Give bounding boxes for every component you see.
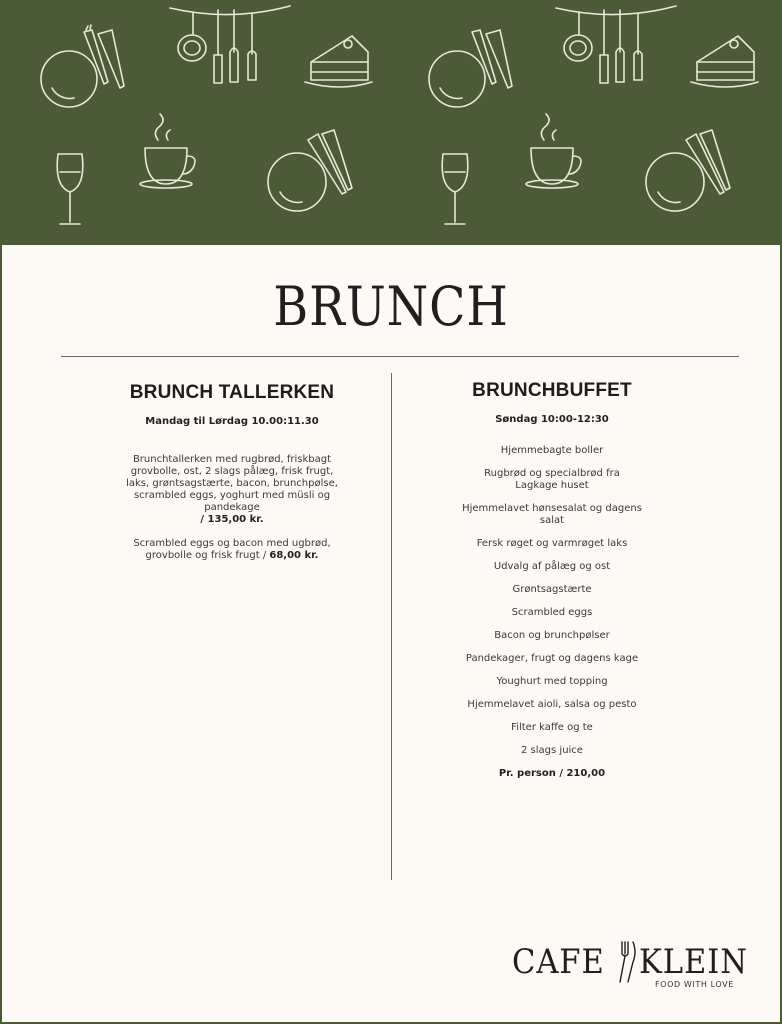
hanging-utensils-icon	[170, 6, 290, 83]
plate-icon	[646, 153, 704, 211]
list-item: Hjemmebagte boller	[500, 445, 604, 456]
cake-slice-icon	[691, 36, 758, 87]
menu-item-description	[122, 538, 342, 562]
list-item: Rugbrød og specialbrød fra Lagkage huset	[484, 468, 620, 491]
coffee-cup-icon	[140, 114, 195, 188]
fork-knife-icon	[616, 940, 638, 984]
list-item: Hjemmelavet hønsesalat og dagens salat	[462, 503, 642, 526]
menu-sheet	[2, 245, 780, 1022]
fork-knife-icon	[686, 130, 730, 194]
opening-hours: Mandag til Lørdag 10.00:11.30	[145, 416, 319, 427]
list-item: Fersk røget og varmrøget laks	[476, 538, 628, 549]
opening-hours: Søndag 10:00-12:30	[495, 414, 609, 425]
brunch-buffet-section	[462, 380, 642, 779]
hanging-utensils-icon	[556, 6, 676, 83]
list-item: Udvalg af pålæg og ost	[493, 561, 611, 572]
wine-glass-icon	[442, 154, 468, 224]
buffet-items-list	[462, 445, 642, 757]
brunch-plate-section	[122, 382, 342, 562]
logo-word-cafe: CAFE	[512, 942, 605, 982]
item-text: Brunchtallerken med rugbrød, friskbagt grovbolle, ost, 2 slags pålæg, frisk frugt, laks, grøntsagstærte, bacon, brunchpølse, scrambled eggs, yoghurt med müsli og pandekage	[126, 454, 338, 513]
item-price: 68,00 kr.	[269, 550, 319, 561]
illustration-pattern	[0, 0, 782, 245]
plate-icon	[429, 51, 485, 107]
plate-icon	[41, 51, 97, 107]
list-item: Grøntsagstærte	[512, 584, 592, 595]
item-price: / 135,00 kr.	[200, 514, 264, 525]
cafe-logo	[509, 940, 749, 1000]
plate-icon	[268, 153, 326, 211]
list-item: Bacon og brunchpølser	[494, 630, 610, 641]
header-pattern	[0, 0, 782, 245]
item-text: Scrambled eggs og bacon med ugbrød, grovbolle og frisk frugt /	[133, 538, 331, 561]
wine-glass-icon	[57, 154, 83, 224]
list-item: Hjemmelavet aioli, salsa og pesto	[467, 699, 637, 710]
list-item: Scrambled eggs	[511, 607, 593, 618]
buffet-price: Pr. person / 210,00	[498, 768, 606, 779]
list-item: Filter kaffe og te	[511, 722, 593, 733]
vertical-divider	[391, 373, 392, 880]
logo-word-klein: KLEIN	[639, 942, 748, 982]
cake-slice-icon	[305, 36, 372, 87]
section-heading: BRUNCH TALLERKEN	[129, 382, 335, 403]
logo-tagline: FOOD WITH LOVE	[655, 980, 734, 989]
fork-knife-icon	[84, 25, 124, 88]
fork-knife-icon	[308, 130, 352, 194]
coffee-cup-icon	[526, 114, 581, 188]
section-heading: BRUNCHBUFFET	[472, 380, 632, 401]
fork-knife-icon	[472, 30, 512, 88]
page-title: BRUNCH	[273, 275, 509, 338]
list-item: 2 slags juice	[521, 745, 583, 756]
list-item: Youghurt med topping	[496, 676, 608, 687]
menu-item-description	[122, 454, 342, 526]
list-item: Pandekager, frugt og dagens kage	[465, 653, 639, 664]
horizontal-divider	[61, 356, 739, 357]
